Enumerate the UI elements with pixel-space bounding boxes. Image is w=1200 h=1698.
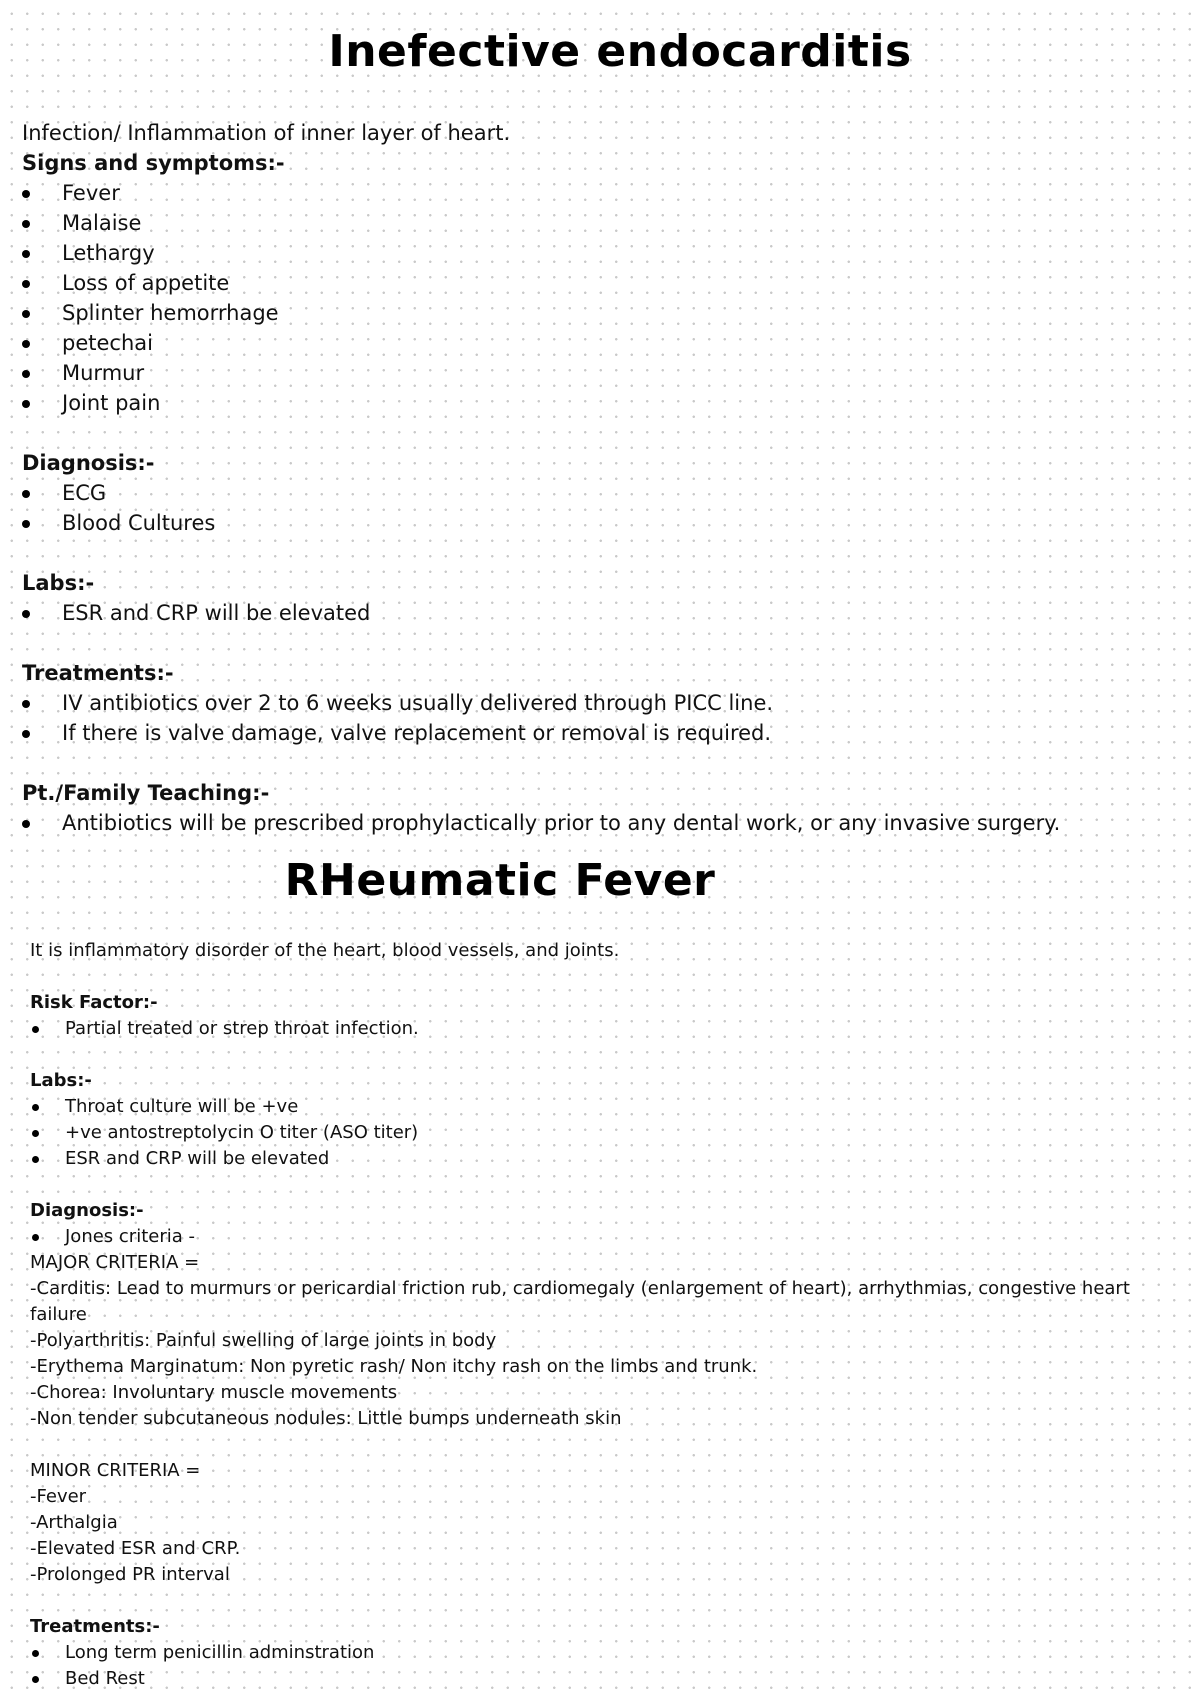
major-criteria-heading: MAJOR CRITERIA = bbox=[30, 1252, 200, 1273]
page-title-rheumatic-fever: RHeumatic Fever bbox=[284, 855, 716, 906]
list-item: Splinter hemorrhage bbox=[22, 298, 1182, 328]
list-item: Blood Cultures bbox=[22, 508, 1182, 538]
list-item: If there is valve damage, valve replacement or removal is required. bbox=[22, 718, 1182, 748]
list-item: ESR and CRP will be elevated bbox=[22, 598, 1182, 628]
list-item: Lethargy bbox=[22, 238, 1182, 268]
rheumatic-fever-section bbox=[30, 938, 1180, 1692]
list-item: Throat culture will be +ve bbox=[30, 1094, 1180, 1120]
criteria-item: -Non tender subcutaneous nodules: Little bumps underneath skin bbox=[30, 1408, 622, 1429]
list-item: Malaise bbox=[22, 208, 1182, 238]
criteria-item: -Fever bbox=[30, 1486, 87, 1507]
treatments-heading: Treatments:- bbox=[30, 1616, 160, 1637]
treatments-heading: Treatments:- bbox=[22, 661, 174, 685]
signs-heading: Signs and symptoms:- bbox=[22, 151, 285, 175]
endocarditis-intro: Infection/ Inflammation of inner layer of heart. bbox=[22, 121, 511, 145]
list-item: petechai bbox=[22, 328, 1182, 358]
list-item: IV antibiotics over 2 to 6 weeks usually delivered through PICC line. bbox=[22, 688, 1182, 718]
criteria-item: -Chorea: Involuntary muscle movements bbox=[30, 1382, 398, 1403]
list-item: ECG bbox=[22, 478, 1182, 508]
list-item: Jones criteria - bbox=[30, 1224, 1180, 1250]
list-item: Partial treated or strep throat infection. bbox=[30, 1016, 1180, 1042]
list-item: Fever bbox=[22, 178, 1182, 208]
criteria-item: -Prolonged PR interval bbox=[30, 1564, 230, 1585]
list-item: Joint pain bbox=[22, 388, 1182, 418]
diagnosis-heading: Diagnosis:- bbox=[30, 1200, 144, 1221]
minor-criteria-heading: MINOR CRITERIA = bbox=[30, 1460, 201, 1481]
list-item: Bed Rest bbox=[30, 1666, 1180, 1692]
criteria-item: -Arthalgia bbox=[30, 1512, 118, 1533]
teaching-heading: Pt./Family Teaching:- bbox=[22, 781, 270, 805]
list-item: Loss of appetite bbox=[22, 268, 1182, 298]
list-item: Antibiotics will be prescribed prophylactically prior to any dental work, or any invasive surgery. bbox=[22, 808, 1182, 838]
criteria-item: -Elevated ESR and CRP. bbox=[30, 1538, 241, 1559]
criteria-item: -Erythema Marginatum: Non pyretic rash/ Non itchy rash on the limbs and trunk. bbox=[30, 1356, 758, 1377]
rheumatic-intro: It is inflammatory disorder of the heart, blood vessels, and joints. bbox=[30, 940, 620, 961]
list-item: +ve antostreptolycin O titer (ASO titer) bbox=[30, 1120, 1180, 1146]
criteria-item: -Polyarthritis: Painful swelling of large joints in body bbox=[30, 1330, 497, 1351]
labs-heading: Labs:- bbox=[30, 1070, 92, 1091]
endocarditis-section bbox=[22, 118, 1182, 838]
list-item: ESR and CRP will be elevated bbox=[30, 1146, 1180, 1172]
page-title-endocarditis: Inefective endocarditis bbox=[328, 26, 912, 77]
risk-heading: Risk Factor:- bbox=[30, 992, 158, 1013]
diagnosis-heading: Diagnosis:- bbox=[22, 451, 155, 475]
list-item: Murmur bbox=[22, 358, 1182, 388]
list-item: Long term penicillin adminstration bbox=[30, 1640, 1180, 1666]
criteria-item: -Carditis: Lead to murmurs or pericardial friction rub, cardiomegaly (enlargement of heart), arrhythmias, congestive heart failure bbox=[30, 1278, 1130, 1325]
labs-heading: Labs:- bbox=[22, 571, 95, 595]
